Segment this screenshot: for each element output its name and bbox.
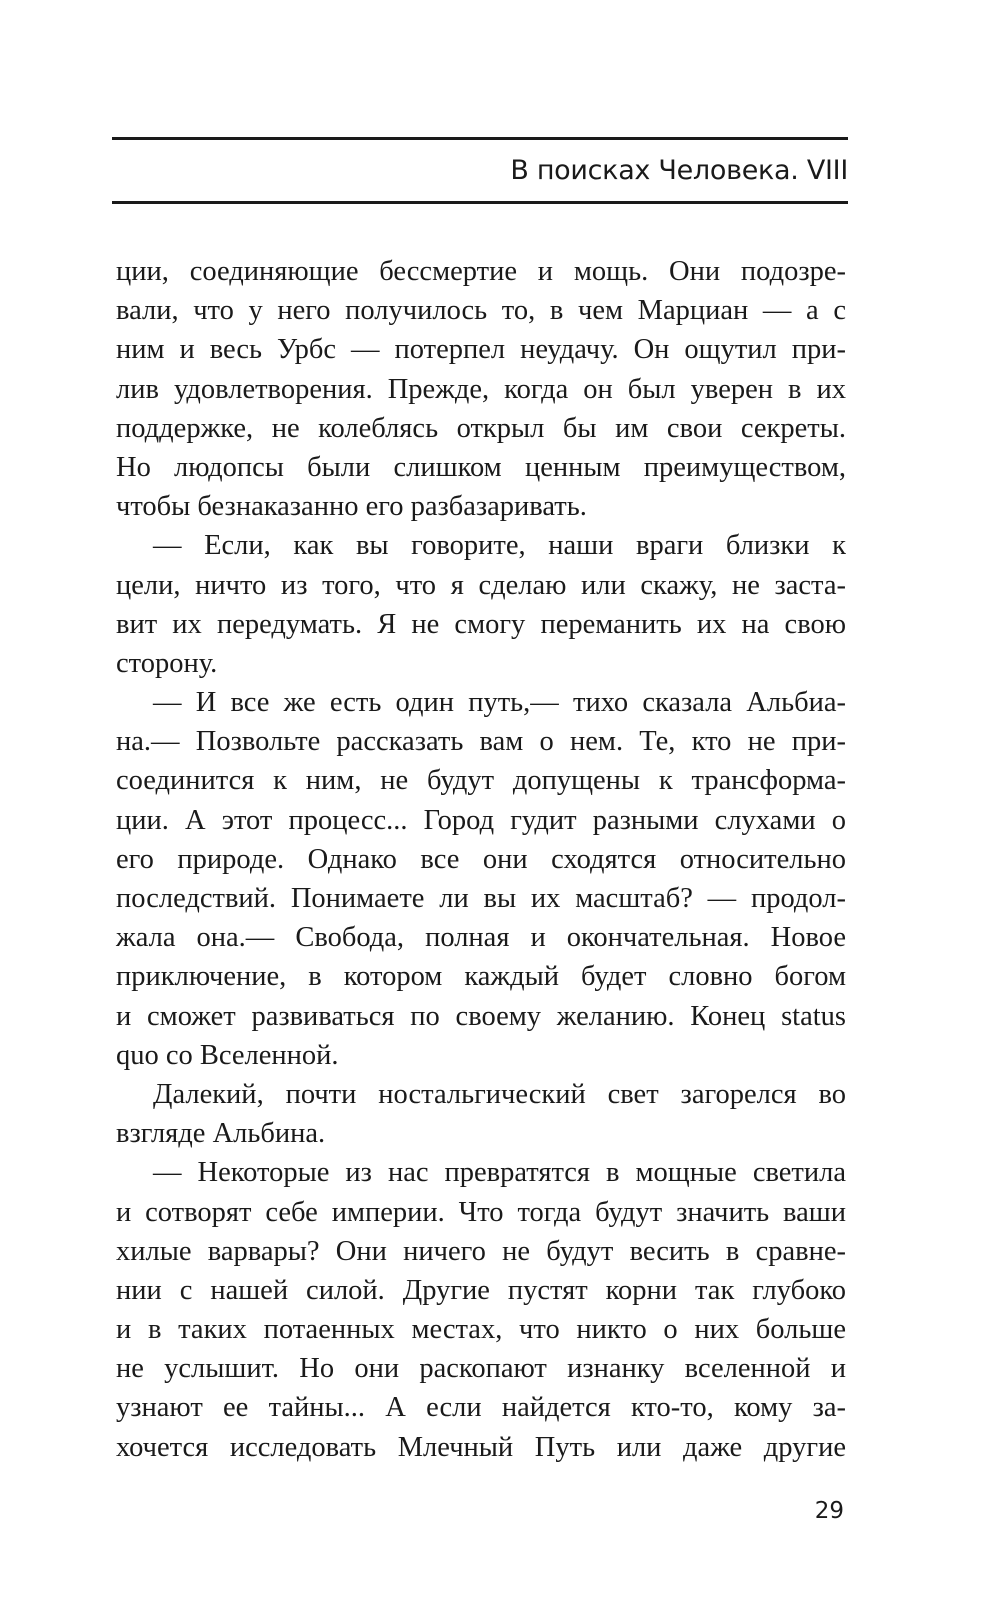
text-line: и сможет развиваться по своему желанию. Конец status xyxy=(116,1000,846,1032)
text-line: ним и весь Урбс — потерпел неудачу. Он ощутил при- xyxy=(116,334,846,366)
text-line: вали, что у него получилось то, в чем Марциан — а с xyxy=(116,295,846,327)
text-line: и в таких потаенных местах, что никто о них больше xyxy=(116,1314,846,1346)
text-line: цели, ничто из того, что я сделаю или скажу, не заста- xyxy=(116,569,846,601)
text-line: ции. А этот процесс... Город гудит разными слухами о xyxy=(116,804,846,836)
text-line: ции, соединяющие бессмертие и мощь. Они подозре- xyxy=(116,256,846,287)
page-number: 29 xyxy=(814,1498,844,1524)
text-line: Но людопсы были слишком ценным преимуществом, xyxy=(116,451,846,483)
header-bottom-rule xyxy=(112,201,848,204)
header-top-rule xyxy=(112,137,848,140)
text-line: на.— Позвольте рассказать вам о нем. Те, кто не при- xyxy=(116,726,846,758)
text-line: взгляде Альбина. xyxy=(116,1118,326,1150)
body-text xyxy=(116,252,846,1467)
text-line: — Если, как вы говорите, наши враги близки к xyxy=(153,530,846,562)
running-head: В поисках Человека. VIII xyxy=(510,155,848,186)
text-line: узнают ее тайны... А если найдется кто-то, кому за- xyxy=(116,1392,846,1424)
text-line: — Некоторые из нас превратятся в мощные светила xyxy=(153,1157,846,1189)
text-line: соединится к ним, не будут допущены к трансформа- xyxy=(116,765,846,797)
text-line: приключение, в котором каждый будет словно богом xyxy=(116,961,846,993)
text-line: — И все же есть один путь,— тихо сказала Альбиа- xyxy=(153,687,846,719)
text-line: поддержке, не колеблясь открыл бы им свои секреты. xyxy=(116,412,846,444)
text-line: нии с нашей силой. Другие пустят корни так глубоко xyxy=(116,1274,846,1306)
text-line: чтобы безнаказанно его разбазаривать. xyxy=(116,491,587,523)
text-line: хочется исследовать Млечный Путь или даже другие xyxy=(116,1431,846,1463)
text-line: quo со Вселенной. xyxy=(116,1039,339,1071)
text-line: жала она.— Свобода, полная и окончательная. Новое xyxy=(116,922,846,954)
text-line: лив удовлетворения. Прежде, когда он был уверен в их xyxy=(116,373,846,405)
text-line: хилые варвары? Они ничего не будут весить в сравне- xyxy=(116,1235,846,1267)
text-line: Далекий, почти ностальгический свет загорелся во xyxy=(153,1078,846,1110)
text-line: сторону. xyxy=(116,647,218,679)
text-line: его природе. Однако все они сходятся относительно xyxy=(116,843,846,875)
text-line: последствий. Понимаете ли вы их масштаб? — продол- xyxy=(116,883,846,914)
text-line: вит их передумать. Я не смогу переманить их на свою xyxy=(116,608,846,640)
text-line: не услышит. Но они раскопают изнанку вселенной и xyxy=(116,1353,846,1385)
text-line: и сотворят себе империи. Что тогда будут значить ваши xyxy=(116,1196,846,1228)
